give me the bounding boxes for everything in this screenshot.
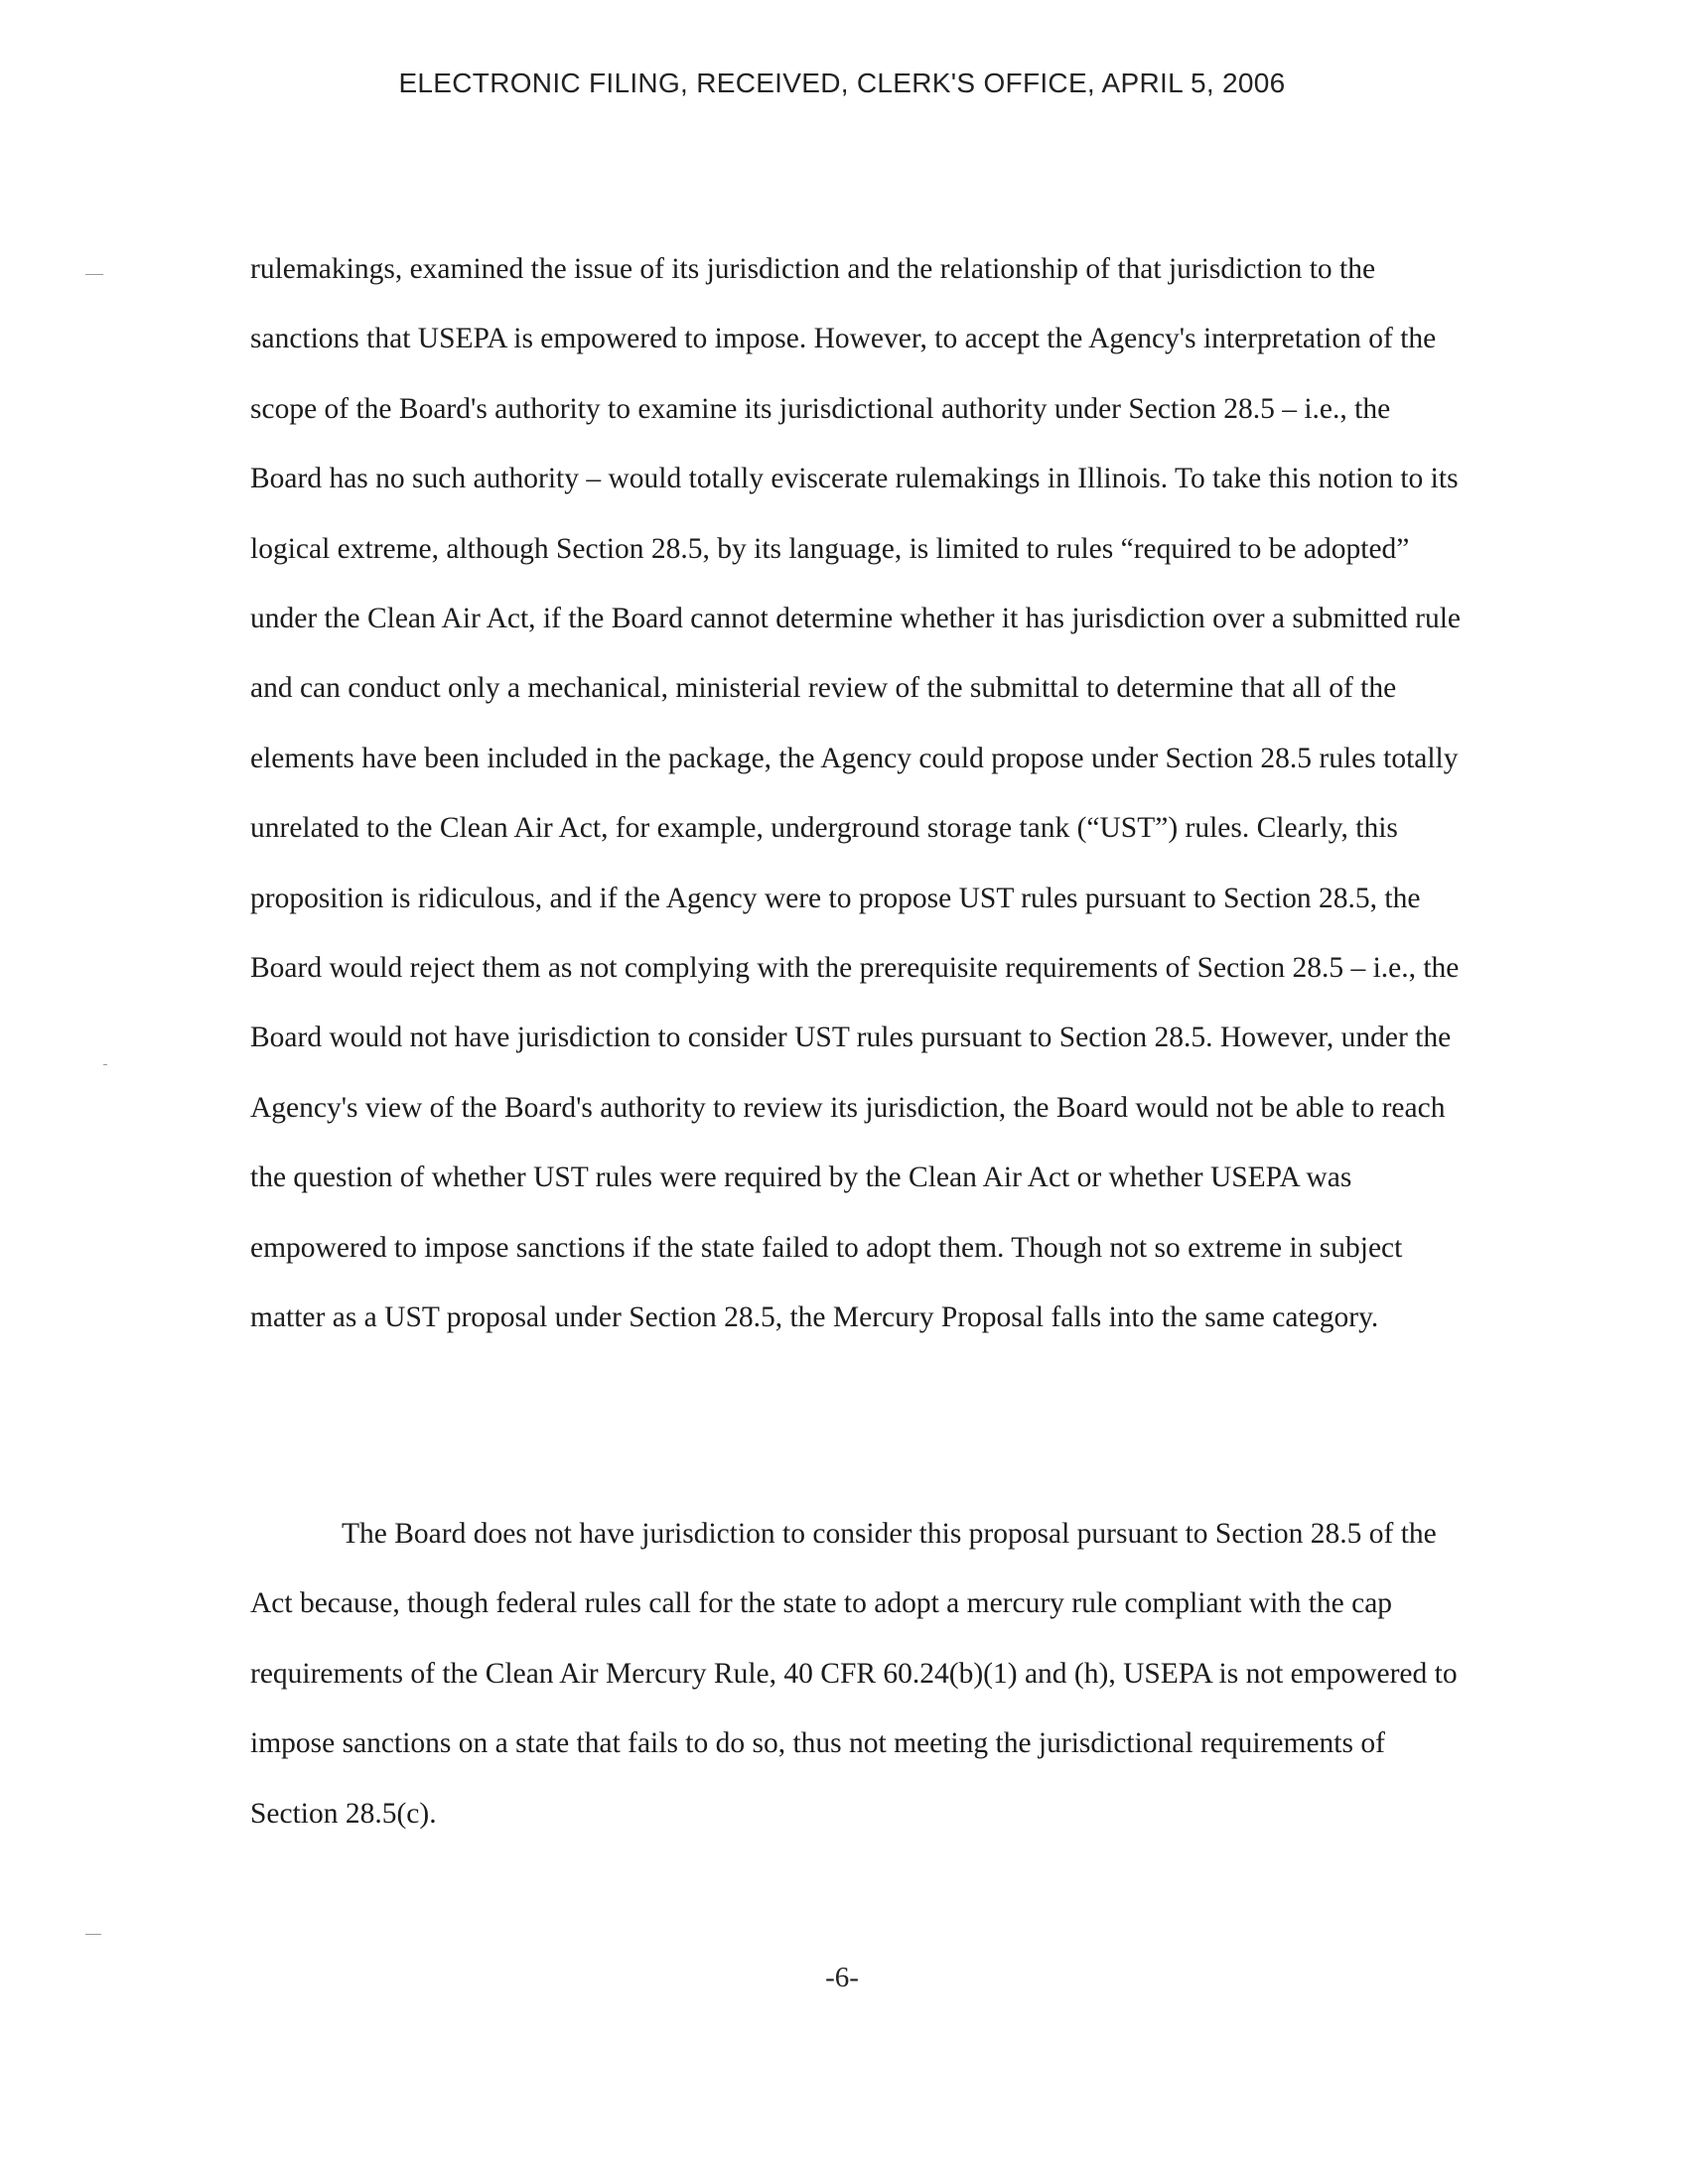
body-paragraph-2: The Board does not have jurisdiction to consider this proposal pursuant to Section 28.5 of the Act because, though federal rules call for the state to adopt a mercury rule compliant with the cap requirements of the Clean Air Mercury Rule, 40 CFR 60.24(b)(1) and (h), USEPA is not empowered to impose sanctions on a state that fails to do so, thus not meeting the jurisdictional requirements of Section 28.5(c). (250, 1518, 1458, 1830)
page-number: -6- (825, 1962, 859, 1993)
scan-mark (85, 274, 103, 275)
body-paragraph-1: rulemakings, examined the issue of its jurisdiction and the relationship of that jurisdiction to the sanctions that USEPA is empowered to impose. However, to accept the Agency's interpretation of the scope of the Board's authority to examine its jurisdictional authority under Section 28.5 – i.e., the Board has no such authority – would totally eviscerate rulemakings in Illinois. To take this notion to its logical extreme, although Section 28.5, by its language, is limited to rules “required to be adopted” under the Clean Air Act, if the Board cannot determine whether it has jurisdiction over a submitted rule and can conduct only a mechanical, ministerial review of the submittal to determine that all of the elements have been included in the package, the Agency could propose under Section 28.5 rules totally unrelated to the Clean Air Act, for example, underground storage tank (“UST”) rules. Clearly, this proposition is ridiculous, and if the Agency were to propose UST rules pursuant to Section 28.5, the Board would reject them as not complying with the prerequisite requirements of Section 28.5 – i.e., the Board would not have jurisdiction to consider UST rules pursuant to Section 28.5. However, under the Agency's view of the Board's authority to review its jurisdiction, the Board would not be able to reach the question of whether UST rules were required by the Clean Air Act or whether USEPA was empowered to impose sanctions if the state failed to adopt them. Though not so extreme in subject matter as a UST proposal under Section 28.5, the Mercury Proposal falls into the same category. (250, 253, 1461, 1334)
scan-mark (103, 1064, 107, 1065)
filing-stamp-header: ELECTRONIC FILING, RECEIVED, CLERK'S OFFICE, APRIL 5, 2006 (398, 68, 1286, 98)
scan-mark (85, 1934, 101, 1935)
